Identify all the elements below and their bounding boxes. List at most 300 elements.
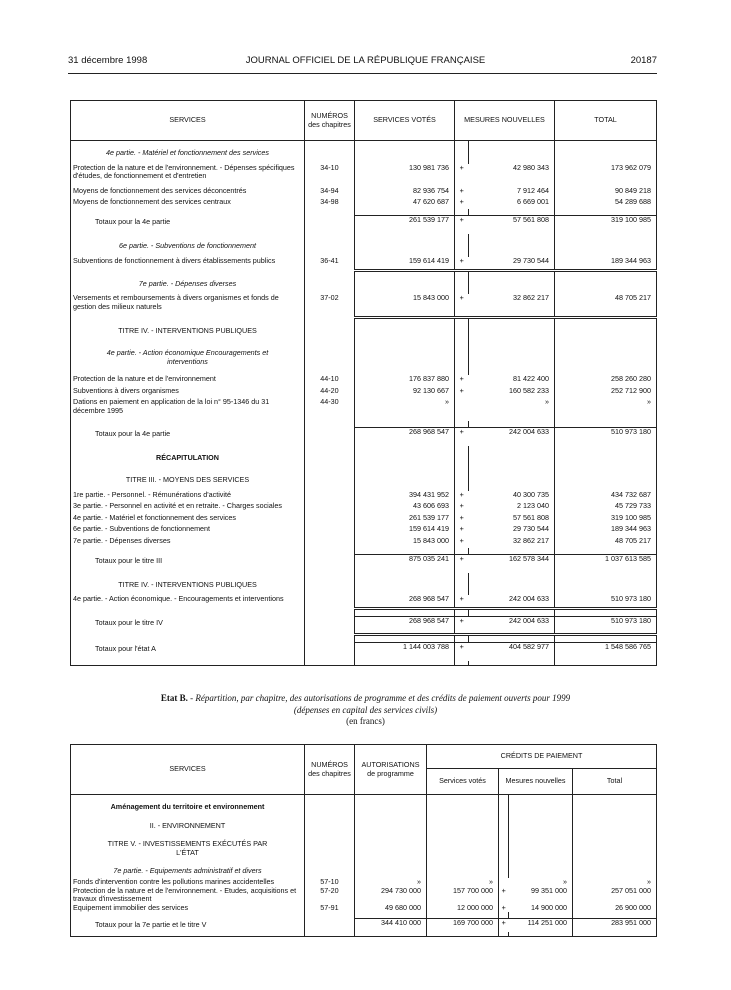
section-heading-row bbox=[71, 347, 657, 375]
section-heading: 6e partie. - Subventions de fonctionnement bbox=[118, 240, 257, 250]
spacer-cell bbox=[469, 270, 555, 278]
total-value: 319 100 985 bbox=[555, 514, 657, 525]
empty-cell bbox=[355, 801, 427, 814]
plus-sign: + bbox=[455, 187, 469, 198]
services-votes-value: 394 431 952 bbox=[355, 491, 455, 502]
plus-sign: + bbox=[455, 428, 469, 446]
section-heading: 4e partie. - Matériel et fonctionnement des services bbox=[106, 148, 269, 157]
etat-b-label: Etat B. bbox=[160, 693, 188, 703]
services-votes-value: 875 035 241 bbox=[355, 555, 455, 573]
services-votes-value: 176 837 880 bbox=[355, 375, 455, 386]
plus-sign: + bbox=[455, 257, 469, 270]
total-row bbox=[71, 643, 657, 661]
mesures-nouvelles-value: 114 251 000 bbox=[509, 919, 573, 933]
empty-cell bbox=[355, 838, 427, 859]
section-heading-row bbox=[71, 278, 657, 295]
empty-cell bbox=[469, 240, 555, 257]
section-heading-row bbox=[71, 801, 657, 814]
autorisations-value: 49 680 000 bbox=[355, 904, 427, 913]
total-label: Totaux pour le titre III bbox=[95, 555, 163, 565]
services-votes-value: 15 843 000 bbox=[355, 294, 455, 317]
table-row bbox=[71, 164, 657, 187]
total-label: Totaux pour la 4e partie bbox=[95, 428, 171, 438]
services-votes-value: 12 000 000 bbox=[427, 904, 499, 913]
filler-cell bbox=[555, 661, 657, 666]
mesures-nouvelles-value: 242 004 633 bbox=[469, 595, 555, 608]
row-label: Moyens de fonctionnement des services déconcentrés bbox=[73, 185, 247, 195]
filler-row bbox=[71, 932, 657, 937]
filler-cell bbox=[355, 932, 427, 937]
mesures-nouvelles-value: 81 422 400 bbox=[513, 374, 549, 384]
plus-sign: + bbox=[499, 919, 509, 933]
plus-sign: + bbox=[455, 216, 469, 234]
chapter-number bbox=[305, 216, 355, 234]
spacer-cell bbox=[455, 270, 469, 278]
chapter-number: 37-02 bbox=[305, 294, 355, 317]
chapter-number bbox=[305, 525, 355, 536]
chapter-number: 44-20 bbox=[305, 387, 355, 398]
plus-sign: + bbox=[455, 617, 469, 635]
empty-cell bbox=[573, 801, 657, 814]
empty-cell bbox=[305, 474, 355, 491]
services-votes-value: 268 968 547 bbox=[355, 428, 455, 446]
plus-sign: + bbox=[455, 491, 469, 502]
table-row bbox=[71, 537, 657, 548]
mesures-nouvelles-value: 99 351 000 bbox=[531, 885, 567, 895]
mesures-nouvelles-value: 32 862 217 bbox=[513, 535, 549, 545]
spacer-cell bbox=[555, 317, 657, 325]
empty-cell bbox=[455, 452, 469, 469]
col-header-services-votes: Services votés bbox=[427, 769, 499, 795]
plus-sign bbox=[455, 398, 469, 421]
total-value: 48 705 217 bbox=[555, 294, 657, 317]
empty-cell bbox=[305, 147, 355, 164]
row-label: Subventions de fonctionnement à divers établissements publics bbox=[73, 255, 276, 265]
total-row bbox=[71, 919, 657, 933]
empty-cell bbox=[499, 801, 509, 814]
spacer-cell bbox=[71, 317, 305, 325]
empty-cell bbox=[355, 325, 455, 342]
col-header-services: SERVICES bbox=[71, 101, 305, 141]
empty-cell bbox=[355, 347, 455, 375]
row-label: Versements et remboursements à divers organismes et fonds de gestion des milieux naturels bbox=[73, 293, 279, 311]
plus-sign: + bbox=[455, 643, 469, 661]
mesures-nouvelles-value: 29 730 544 bbox=[513, 524, 549, 534]
plus-sign: + bbox=[499, 904, 509, 913]
empty-cell bbox=[573, 820, 657, 833]
total-row bbox=[71, 216, 657, 234]
empty-cell bbox=[469, 278, 555, 295]
services-votes-value: 261 539 177 bbox=[355, 514, 455, 525]
empty-cell bbox=[455, 347, 469, 375]
row-label: Protection de la nature et de l'environnement bbox=[73, 374, 216, 384]
table-row bbox=[71, 904, 657, 913]
section-heading: 4e partie. - Action économique Encouragements et interventions bbox=[106, 348, 269, 366]
table-row bbox=[71, 525, 657, 536]
row-label: Dations en paiement en application de la loi n° 95-1346 du 31 décembre 1995 bbox=[73, 397, 270, 415]
col-header-total: Total bbox=[573, 769, 657, 795]
empty-cell bbox=[573, 865, 657, 878]
table-row bbox=[71, 595, 657, 608]
total-value: 319 100 985 bbox=[555, 216, 657, 234]
plus-sign: + bbox=[455, 514, 469, 525]
chapter-number bbox=[305, 537, 355, 548]
empty-cell bbox=[469, 474, 555, 491]
chapter-number bbox=[305, 514, 355, 525]
plus-sign: + bbox=[455, 198, 469, 209]
plus-sign: + bbox=[455, 537, 469, 548]
total-value: 434 732 687 bbox=[555, 491, 657, 502]
total-value: 252 712 900 bbox=[555, 387, 657, 398]
mesures-nouvelles-value: 160 582 233 bbox=[509, 385, 549, 395]
empty-cell bbox=[509, 820, 573, 833]
total-value: 173 962 079 bbox=[555, 164, 657, 187]
total-value: 189 344 963 bbox=[555, 525, 657, 536]
row-label: 6e partie. - Subventions de fonctionnement bbox=[73, 524, 211, 534]
total-value: 510 973 180 bbox=[555, 428, 657, 446]
spacer-row bbox=[71, 609, 657, 617]
empty-cell bbox=[427, 865, 499, 878]
total-label: Totaux pour la 4e partie bbox=[95, 216, 171, 226]
table-row bbox=[71, 294, 657, 317]
section-heading-row bbox=[71, 147, 657, 164]
spacer-cell bbox=[305, 609, 355, 617]
empty-cell bbox=[555, 579, 657, 596]
services-votes-value: 82 936 754 bbox=[355, 187, 455, 198]
spacer-cell bbox=[355, 270, 455, 278]
spacer-cell bbox=[305, 317, 355, 325]
row-label: Moyens de fonctionnement des services centraux bbox=[73, 196, 231, 206]
chapter-number bbox=[305, 555, 355, 573]
plus-sign: + bbox=[455, 294, 469, 317]
section-heading-row bbox=[71, 240, 657, 257]
empty-cell bbox=[305, 240, 355, 257]
total-value: 90 849 218 bbox=[555, 187, 657, 198]
services-votes-value: 268 968 547 bbox=[355, 617, 455, 635]
empty-cell bbox=[305, 820, 355, 833]
empty-cell bbox=[555, 347, 657, 375]
empty-cell bbox=[427, 801, 499, 814]
empty-cell bbox=[355, 579, 455, 596]
header-page-number: 20187 bbox=[630, 55, 657, 66]
col-header-mesures-nouvelles: MESURES NOUVELLES bbox=[455, 101, 555, 141]
row-label: Subventions à divers organismes bbox=[73, 385, 179, 395]
col-header-credits-paiement: CRÉDITS DE PAIEMENT bbox=[427, 745, 657, 769]
empty-cell bbox=[355, 278, 455, 295]
spacer-row bbox=[71, 317, 657, 325]
plus-sign: + bbox=[455, 525, 469, 536]
services-votes-value: 169 700 000 bbox=[427, 919, 499, 933]
total-label: Totaux pour l'état A bbox=[95, 643, 156, 653]
chapter-number: 34-10 bbox=[305, 164, 355, 187]
col-header-mesures-nouvelles: Mesures nouvelles bbox=[499, 769, 573, 795]
empty-cell bbox=[555, 147, 657, 164]
filler-cell bbox=[499, 932, 509, 937]
col-header-chapitres: NUMÉROS des chapitres bbox=[305, 745, 355, 795]
empty-cell bbox=[509, 838, 573, 859]
empty-cell bbox=[555, 474, 657, 491]
filler-cell bbox=[427, 932, 499, 937]
plus-sign: + bbox=[455, 164, 469, 187]
services-votes-value: 157 700 000 bbox=[427, 887, 499, 904]
empty-cell bbox=[509, 801, 573, 814]
row-label: Protection de la nature et de l'environnement. - Etudes, acquisitions et travaux d'investissement bbox=[73, 885, 297, 904]
row-label: Protection de la nature et de l'environnement. - Dépenses spécifiques d'études, de fonctionnement et d'entretien bbox=[73, 162, 295, 181]
spacer-cell bbox=[555, 270, 657, 278]
empty-cell bbox=[305, 278, 355, 295]
section-heading: TITRE V. - INVESTISSEMENTS EXÉCUTÉS PAR L'ÉTAT bbox=[107, 839, 268, 857]
etat-b-title: - Répartition, par chapitre, des autorisations de programme et des crédits de paiement ouverts pour 1999 bbox=[190, 693, 571, 703]
row-label: 1re partie. - Personnel. - Rémunérations d'activité bbox=[73, 489, 231, 499]
row-label: Fonds d'intervention contre les pollutions marines accidentelles bbox=[73, 876, 275, 886]
services-votes-value: 43 606 693 bbox=[355, 502, 455, 513]
section-heading: TITRE IV. - INTERVENTIONS PUBLIQUES bbox=[118, 325, 257, 335]
credits-table-b bbox=[70, 744, 657, 937]
empty-cell bbox=[355, 147, 455, 164]
chapter-number bbox=[305, 643, 355, 661]
plus-sign: + bbox=[455, 387, 469, 398]
credits-table-a bbox=[70, 100, 657, 666]
chapter-number: 36-41 bbox=[305, 257, 355, 270]
row-label: 7e partie. - Dépenses diverses bbox=[73, 535, 171, 545]
chapter-number: 57-20 bbox=[305, 887, 355, 904]
section-heading: 7e partie. - Equipements administratif et divers bbox=[113, 866, 262, 876]
chapter-number bbox=[305, 428, 355, 446]
filler-cell bbox=[305, 932, 355, 937]
empty-cell bbox=[469, 579, 555, 596]
section-heading-row bbox=[71, 474, 657, 491]
section-heading: 7e partie. - Dépenses diverses bbox=[138, 278, 237, 288]
spacer-cell bbox=[455, 317, 469, 325]
filler-cell bbox=[469, 661, 555, 666]
section-heading-row bbox=[71, 579, 657, 596]
empty-cell bbox=[305, 838, 355, 859]
autorisations-value: » bbox=[355, 878, 427, 887]
section-heading: TITRE IV. - INTERVENTIONS PUBLIQUES bbox=[118, 579, 257, 589]
row-label: 4e partie. - Action économique. - Encouragements et interventions bbox=[73, 594, 284, 604]
empty-cell bbox=[427, 838, 499, 859]
total-value: 54 289 688 bbox=[555, 198, 657, 209]
empty-cell bbox=[555, 325, 657, 342]
spacer-cell bbox=[71, 270, 305, 278]
mesures-nouvelles-value: 6 669 001 bbox=[517, 196, 549, 206]
empty-cell bbox=[555, 278, 657, 295]
services-votes-value: 47 620 687 bbox=[355, 198, 455, 209]
mesures-nouvelles-value: 2 123 040 bbox=[517, 501, 549, 511]
chapter-number bbox=[305, 919, 355, 933]
total-value: 45 729 733 bbox=[555, 502, 657, 513]
header-date: 31 décembre 1998 bbox=[68, 55, 148, 66]
mesures-nouvelles-value: » bbox=[545, 397, 549, 407]
filler-cell bbox=[455, 661, 469, 666]
empty-cell bbox=[455, 240, 469, 257]
mesures-nouvelles-value: 29 730 544 bbox=[469, 257, 555, 270]
empty-cell bbox=[469, 347, 555, 375]
etat-b-caption bbox=[0, 693, 731, 704]
empty-cell bbox=[555, 452, 657, 469]
services-votes-value: 159 614 419 bbox=[355, 525, 455, 536]
row-label: 4e partie. - Matériel et fonctionnement des services bbox=[73, 512, 236, 522]
etat-b-subtitle: (dépenses en capital des services civils) bbox=[293, 705, 438, 715]
table-row bbox=[71, 257, 657, 270]
plus-sign: + bbox=[499, 887, 509, 904]
mesures-nouvelles-value: 32 862 217 bbox=[469, 294, 555, 317]
services-votes-value: 1 144 003 788 bbox=[355, 643, 455, 661]
chapter-number: 34-94 bbox=[305, 187, 355, 198]
services-votes-value: 261 539 177 bbox=[355, 216, 455, 234]
total-value: 510 973 180 bbox=[555, 617, 657, 635]
col-header-services: SERVICES bbox=[71, 745, 305, 795]
total-value: » bbox=[573, 878, 657, 887]
total-row bbox=[71, 428, 657, 446]
empty-cell bbox=[455, 147, 469, 164]
empty-cell bbox=[305, 579, 355, 596]
total-row bbox=[71, 617, 657, 635]
section-heading-row bbox=[71, 325, 657, 342]
filler-cell bbox=[71, 661, 305, 666]
mesures-nouvelles-value: 7 912 464 bbox=[517, 185, 549, 195]
autorisations-value: 294 730 000 bbox=[355, 887, 427, 904]
services-votes-value: 15 843 000 bbox=[355, 537, 455, 548]
total-label: Totaux pour la 7e partie et le titre V bbox=[95, 919, 207, 929]
row-label: 3e partie. - Personnel en activité et en retraite. - Charges sociales bbox=[73, 501, 282, 511]
empty-cell bbox=[499, 820, 509, 833]
total-value: 510 973 180 bbox=[555, 595, 657, 608]
col-header-autorisations: AUTORISATIONS de programme bbox=[355, 745, 427, 795]
services-votes-value: » bbox=[355, 398, 455, 421]
section-heading: II. - ENVIRONNEMENT bbox=[149, 820, 226, 830]
spacer-cell bbox=[305, 635, 355, 643]
empty-cell bbox=[469, 147, 555, 164]
table-row bbox=[71, 887, 657, 904]
empty-cell bbox=[305, 325, 355, 342]
empty-cell bbox=[427, 820, 499, 833]
section-heading: RÉCAPITULATION bbox=[156, 452, 219, 462]
empty-cell bbox=[305, 452, 355, 469]
empty-cell bbox=[355, 240, 455, 257]
filler-cell bbox=[355, 661, 455, 666]
header-journal-title: JOURNAL OFFICIEL DE LA RÉPUBLIQUE FRANÇAISE bbox=[245, 55, 486, 66]
spacer-cell bbox=[305, 270, 355, 278]
filler-cell bbox=[71, 932, 305, 937]
services-votes-value: 92 130 667 bbox=[355, 387, 455, 398]
mesures-nouvelles-value: 242 004 633 bbox=[469, 617, 555, 635]
filler-row bbox=[71, 661, 657, 666]
table-row bbox=[71, 398, 657, 421]
chapter-number bbox=[305, 617, 355, 635]
col-header-total: TOTAL bbox=[555, 101, 657, 141]
chapter-number bbox=[305, 491, 355, 502]
total-row bbox=[71, 555, 657, 573]
total-value: 189 344 963 bbox=[555, 257, 657, 270]
spacer-row bbox=[71, 635, 657, 643]
spacer-cell bbox=[71, 635, 305, 643]
empty-cell bbox=[355, 820, 427, 833]
table-row bbox=[71, 198, 657, 209]
empty-cell bbox=[355, 452, 455, 469]
mesures-nouvelles-value: 42 980 343 bbox=[513, 162, 549, 172]
services-votes-value: 159 614 419 bbox=[355, 257, 455, 270]
empty-cell bbox=[355, 474, 455, 491]
empty-cell bbox=[469, 325, 555, 342]
chapter-number bbox=[305, 502, 355, 513]
mesures-nouvelles-value: 14 900 000 bbox=[531, 902, 567, 912]
chapter-number bbox=[305, 595, 355, 608]
mesures-nouvelles-value: » bbox=[563, 876, 567, 886]
mesures-nouvelles-value: 40 300 735 bbox=[513, 489, 549, 499]
total-value: 1 037 613 585 bbox=[555, 555, 657, 573]
total-value: » bbox=[555, 398, 657, 421]
chapter-number: 34-98 bbox=[305, 198, 355, 209]
mesures-nouvelles-value: 57 561 808 bbox=[513, 512, 549, 522]
filler-cell bbox=[305, 661, 355, 666]
plus-sign: + bbox=[455, 595, 469, 608]
empty-cell bbox=[455, 278, 469, 295]
empty-cell bbox=[305, 801, 355, 814]
total-value: 26 900 000 bbox=[573, 904, 657, 913]
col-header-chapitres: NUMÉROS des chapitres bbox=[305, 101, 355, 141]
total-value: 1 548 586 765 bbox=[555, 643, 657, 661]
plus-sign: + bbox=[455, 502, 469, 513]
services-votes-value: 130 981 736 bbox=[355, 164, 455, 187]
section-heading-row bbox=[71, 452, 657, 469]
chapter-number: 57-10 bbox=[305, 878, 355, 887]
empty-cell bbox=[455, 579, 469, 596]
col-header-services-votes: SERVICES VOTÉS bbox=[355, 101, 455, 141]
spacer-row bbox=[71, 270, 657, 278]
empty-cell bbox=[573, 838, 657, 859]
section-heading: TITRE III. - MOYENS DES SERVICES bbox=[125, 475, 250, 485]
chapter-number: 44-10 bbox=[305, 375, 355, 386]
chapter-number: 44-30 bbox=[305, 398, 355, 421]
total-value: 48 705 217 bbox=[555, 537, 657, 548]
filler-cell bbox=[509, 932, 573, 937]
mesures-nouvelles-value: 162 578 344 bbox=[469, 555, 555, 573]
section-heading-row bbox=[71, 820, 657, 833]
section-heading: Aménagement du territoire et environnement bbox=[110, 802, 265, 811]
empty-cell bbox=[555, 240, 657, 257]
etat-b-unit: (en francs) bbox=[346, 716, 385, 726]
chapter-number: 57-91 bbox=[305, 904, 355, 913]
filler-cell bbox=[573, 932, 657, 937]
services-votes-value: » bbox=[427, 878, 499, 887]
total-value: 257 051 000 bbox=[573, 887, 657, 904]
row-label: Equipement immobilier des services bbox=[73, 902, 189, 912]
mesures-nouvelles-value: 242 004 633 bbox=[469, 428, 555, 446]
mesures-nouvelles-value: 57 561 808 bbox=[469, 216, 555, 234]
spacer-cell bbox=[71, 609, 305, 617]
empty-cell bbox=[455, 474, 469, 491]
empty-cell bbox=[499, 838, 509, 859]
plus-sign: + bbox=[455, 555, 469, 573]
spacer-cell bbox=[469, 317, 555, 325]
plus-sign: + bbox=[455, 375, 469, 386]
services-votes-value: 268 968 547 bbox=[355, 595, 455, 608]
total-value: 283 951 000 bbox=[573, 919, 657, 933]
section-heading-row bbox=[71, 838, 657, 859]
empty-cell bbox=[469, 452, 555, 469]
empty-cell bbox=[305, 347, 355, 375]
empty-cell bbox=[455, 325, 469, 342]
spacer-cell bbox=[355, 317, 455, 325]
mesures-nouvelles-value: 404 582 977 bbox=[469, 643, 555, 661]
header-rule bbox=[68, 73, 657, 74]
total-label: Totaux pour le titre IV bbox=[95, 617, 163, 627]
empty-cell bbox=[355, 865, 427, 878]
autorisations-value: 344 410 000 bbox=[355, 919, 427, 933]
total-value: 258 260 280 bbox=[555, 375, 657, 386]
empty-cell bbox=[499, 865, 509, 878]
